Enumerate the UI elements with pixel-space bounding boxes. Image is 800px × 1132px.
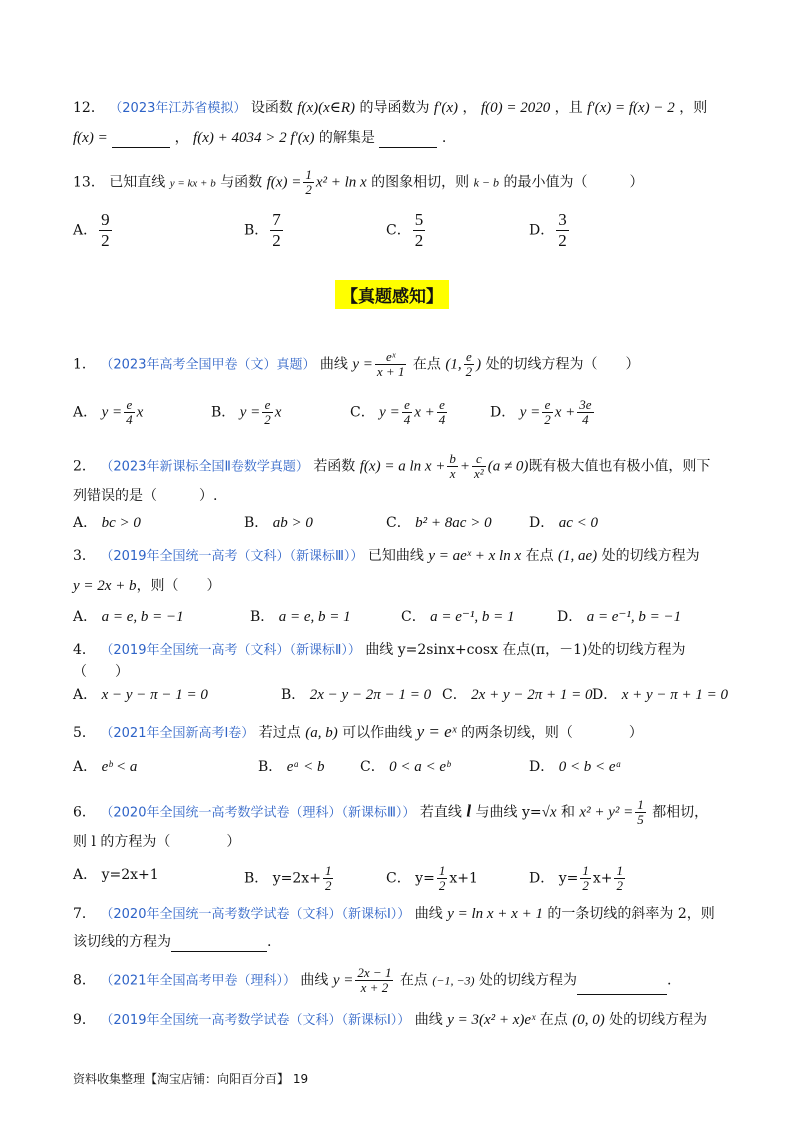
- option-a[interactable]: A． eᵇ < a: [73, 759, 138, 775]
- option-c[interactable]: C． a = e⁻¹, b = 1: [401, 609, 515, 625]
- question-text: ，: [462, 100, 477, 116]
- math-expr: f(x) =: [73, 130, 108, 146]
- math-expr: f(x)(x∈R): [297, 100, 356, 116]
- option-d[interactable]: D． a = e⁻¹, b = −1: [557, 609, 682, 625]
- option-d[interactable]: D． $\frac{3}{2}$: [529, 210, 567, 250]
- problem-2: 2． （2023年新课标全国Ⅱ卷数学真题） 若函数 f(x) = a ln x + $\frac{b}{x}$ + $\frac{c}{\text{x²}}$ (a ≠ 0)既有极大值也有极小值，则下: [73, 451, 711, 481]
- question-text: 设函数: [250, 100, 293, 116]
- problem-9: 9． （2019年全国统一高考数学试卷（文科）（新课标Ⅰ）） 曲线 y = 3(x² + x)eˣ 在点 (0, 0) 处的切线方程为: [73, 1012, 708, 1028]
- option-c[interactable]: C． $\frac{5}{2}$: [386, 210, 424, 250]
- question-source: （2019年全国统一高考（文科）（新课标Ⅱ））: [100, 643, 361, 658]
- section-heading: 【真题感知】: [335, 280, 449, 309]
- question-text: 的最小值为（ ）: [503, 174, 644, 191]
- problem-7: 7． （2020年全国统一高考数学试卷（文科）（新课标Ⅰ）） 曲线 y = ln x + x + 1 的一条切线的斜率为 2，则: [73, 906, 715, 922]
- problem-8: 8． （2021年全国高考甲卷（理科）） 曲线 y = $\frac{2x - 1}{x + 2}$ 在点 (−1, −3) 处的切线方程为 .: [73, 965, 672, 995]
- option-a[interactable]: A． $\frac{9}{2}$: [73, 210, 110, 250]
- option-d[interactable]: D． ac < 0: [529, 515, 598, 531]
- question-text: 的解集是: [318, 130, 375, 146]
- option-c[interactable]: C． y = $\frac{e}{4}$ x + $\frac{e}{4}$: [350, 397, 446, 427]
- problem-3: 3． （2019年全国统一高考（文科）（新课标Ⅲ）） 已知曲线 y = aeˣ + x ln x 在点 (1, ae) 处的切线方程为: [73, 548, 700, 564]
- question-source: （2021年全国高考甲卷（理科））: [100, 973, 296, 989]
- problem-6-line-2: 则 l 的方程为（ ）: [73, 834, 241, 850]
- fraction: $\frac{e}{2}$: [465, 349, 473, 379]
- option-b[interactable]: B． y = $\frac{e}{2}$ x: [211, 397, 282, 427]
- question-source: （2020年全国统一高考数学试卷（理科）（新课标Ⅲ））: [100, 805, 416, 821]
- math-expr: x² + ln x: [315, 174, 367, 191]
- answer-blank[interactable]: [379, 133, 437, 148]
- problem-5: 5． （2021年全国新高考Ⅰ卷） 若过点 (a, b) 可以作曲线 y = eˣ 的两条切线，则（ ）: [73, 722, 643, 741]
- question-13: [73, 168, 643, 197]
- problem-7-line-2: 该切线的方程为 .: [73, 934, 272, 950]
- problem-1: 1． （2023年高考全国甲卷（文）真题） 曲线 y = $\frac{\text{eˣ}}{x + 1}$ 在点 (1, $\frac{e}{2}$ ) 处的切线方程为（ ）: [73, 349, 640, 379]
- math-expr: f′(x): [433, 100, 459, 116]
- option-b[interactable]: B． eᵃ < b: [258, 759, 325, 775]
- question-source: （2023年江苏省模拟）: [109, 101, 247, 116]
- problem-4: 4． （2019年全国统一高考（文科）（新课标Ⅱ）） 曲线 y=2sinx+cosx 在点(π，－1)处的切线方程为: [73, 642, 686, 658]
- question-text: 的导函数为: [359, 100, 430, 116]
- problem-3-line-2: y = 2x + b，则（ ）: [73, 578, 221, 594]
- question-text: 的图象相切，则: [371, 174, 470, 191]
- math-expr: f(x) =: [266, 174, 302, 191]
- option-d[interactable]: D． x + y − π + 1 = 0: [592, 687, 729, 703]
- option-b[interactable]: B． $\frac{7}{2}$: [244, 210, 281, 250]
- fraction: $\frac{1}{2}$: [305, 167, 312, 197]
- option-a[interactable]: A． y = $\frac{e}{4}$ x: [73, 397, 144, 427]
- question-number: 12．: [73, 100, 105, 116]
- option-c[interactable]: C． y= $\frac{1}{2}$ x+1: [386, 863, 478, 893]
- question-source: （2019年全国统一高考（文科）（新课标Ⅲ））: [100, 549, 364, 564]
- option-c[interactable]: C． b² + 8ac > 0: [386, 515, 492, 531]
- option-a[interactable]: A． x − y − π − 1 = 0: [73, 687, 208, 703]
- question-source: （2020年全国统一高考数学试卷（文科）（新课标Ⅰ））: [100, 907, 411, 922]
- option-b[interactable]: B． ab > 0: [244, 515, 313, 531]
- math-expr: k − b: [473, 175, 500, 190]
- math-expr: y = kx + b: [169, 177, 216, 190]
- option-d[interactable]: D． y= $\frac{1}{2}$ x+ $\frac{1}{2}$: [529, 863, 623, 893]
- math-expr: f′(x) = f(x) − 2: [587, 100, 675, 116]
- math-expr: f(0) = 2020: [480, 100, 551, 116]
- fraction: $\frac{\text{eˣ}}{x + 1}$: [376, 349, 405, 379]
- option-a[interactable]: A． a = e, b = −1: [73, 609, 184, 625]
- question-text: 已知直线: [109, 174, 166, 191]
- problem-2-line-2: 列错误的是（ ）.: [73, 488, 218, 504]
- option-c[interactable]: C． 2x + y − 2π + 1 = 0: [442, 687, 593, 703]
- question-12-line-2: [73, 128, 446, 148]
- option-a[interactable]: A． bc > 0: [73, 515, 141, 531]
- option-d[interactable]: D． y = $\frac{e}{2}$ x + $\frac{3e}{4}$: [490, 397, 592, 427]
- option-b[interactable]: B． a = e, b = 1: [250, 609, 351, 625]
- page-footer: 资料收集整理【淘宝店铺：向阳百分百】 19: [73, 1072, 309, 1086]
- question-text: 与函数: [220, 174, 263, 191]
- answer-blank[interactable]: [577, 980, 667, 995]
- question-source: （2023年高考全国甲卷（文）真题）: [100, 357, 316, 373]
- option-b[interactable]: B． 2x − y − 2π − 1 = 0: [281, 687, 432, 703]
- problem-6: 6． （2020年全国统一高考数学试卷（理科）（新课标Ⅲ）） 若直线 l 与曲线 y=√x 和 x² + y² = $\frac{1}{5}$ 都相切，: [73, 797, 709, 827]
- question-12-line-1: [73, 98, 707, 119]
- option-a[interactable]: A． y=2x+1: [73, 867, 159, 883]
- question-text: ，且: [554, 100, 583, 116]
- question-source: （2019年全国统一高考数学试卷（文科）（新课标Ⅰ））: [100, 1013, 411, 1028]
- problem-4-line-2: （ ）: [73, 664, 129, 680]
- answer-blank[interactable]: [171, 937, 267, 952]
- question-number: 13．: [73, 174, 105, 191]
- option-d[interactable]: D． 0 < b < eᵃ: [529, 759, 622, 775]
- option-c[interactable]: C． 0 < a < eᵇ: [360, 759, 451, 775]
- answer-blank[interactable]: [112, 133, 170, 148]
- question-source: （2021年全国新高考Ⅰ卷）: [100, 726, 255, 741]
- option-b[interactable]: B． y=2x+ $\frac{1}{2}$: [244, 863, 332, 893]
- question-source: （2023年新课标全国Ⅱ卷数学真题）: [100, 459, 309, 475]
- math-expr: f(x) + 4034 > 2 f′(x): [193, 130, 315, 146]
- question-text: ，则: [679, 100, 708, 116]
- question-text: ，: [174, 130, 189, 146]
- question-text: .: [441, 130, 447, 146]
